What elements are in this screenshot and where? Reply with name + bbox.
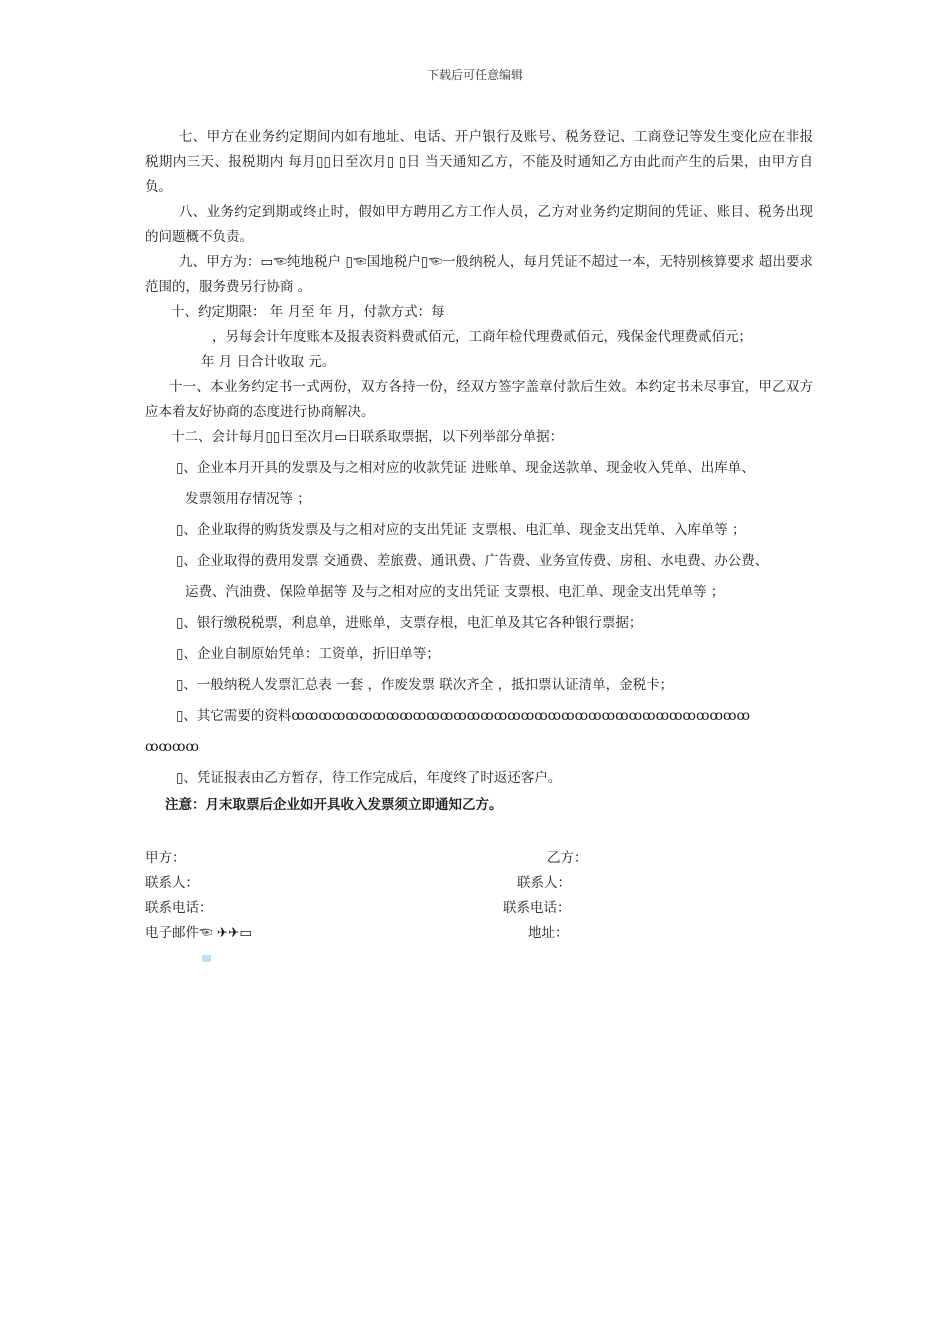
contact-a-label: 联系人： — [145, 875, 199, 891]
list-item-1-cont: 发票领用存情况等 ； — [185, 491, 311, 507]
signature-row-phone — [145, 896, 813, 921]
phone-a-label: 联系电话： — [145, 900, 213, 916]
clause-10-fees: ，另每会计年度账本及报表资料费贰佰元，工商年检代理费贰佰元，残保金代理费贰佰元； — [212, 329, 752, 345]
clause-9: 九、甲方为：▭☜纯地税户 ▯☜国地税户▯☜一般纳税人，每月凭证不超过一本，无特别核算要求 超出要求范围的，服务费另行协商 。 — [145, 254, 813, 295]
list-item-4: ▯、银行缴税税票，利息单，进账单，支票存根，电汇单及其它各种银行票据； — [176, 615, 643, 631]
list-item-2: ▯、企业取得的购货发票及与之相对应的支出凭证 支票根、电汇单、现金支出凭单、入库单等 ； — [176, 522, 746, 538]
address-b-label: 地址： — [528, 925, 569, 941]
clause-11: 十一、本业务约定书一式两份，双方各持一份，经双方签字盖章付款后生效。本约定书未尽事宜，甲乙双方应本着友好协商的态度进行协商解决。 — [145, 379, 813, 420]
party-a-label: 甲方： — [145, 850, 186, 866]
list-item-1: ▯、企业本月开具的发票及与之相对应的收款凭证 进账单、现金送款单、现金收入凭单、出库单、 — [176, 460, 755, 476]
list-item-3-cont: 运费、汽油费、保险单据等 及与之相对应的支出凭证 支票根、电汇单、现金支出凭单等 ； — [185, 584, 725, 600]
email-a-label: 电子邮件☜ ✈✈▭ — [145, 925, 253, 941]
page-header: 下载后可任意编辑 — [426, 68, 523, 82]
notice: 注意：月末取票后企业如开具收入发票须立即通知乙方。 — [165, 797, 503, 813]
clause-10-total: 年 月 日合计收取 元。 — [201, 354, 336, 370]
clause-7: 七、甲方在业务约定期间内如有地址、电话、开户银行及账号、税务登记、工商登记等发生变化应在非报税期内三天、报税期内 每月▯▯日至次月▯ ▯日 当天通知乙方，不能及时通知乙方由此而产生的后果，由甲方自负。 — [145, 129, 813, 195]
signature-row-email — [145, 921, 813, 946]
document-body — [145, 125, 813, 818]
list-item-7: ▯、其它需要的资料ꝏꝏꝏꝏꝏꝏꝏꝏꝏꝏꝏꝏꝏꝏꝏꝏꝏꝏꝏꝏꝏꝏꝏꝏꝏꝏꝏꝏꝏꝏꝏꝏꝏꝏ — [176, 708, 750, 724]
highlight-mark — [202, 955, 211, 962]
list-item-3: ▯、企业取得的费用发票 交通费、差旅费、通讯费、广告费、业务宣传费、房租、水电费、办公费、 — [176, 553, 769, 569]
list-item-6: ▯、一般纳税人发票汇总表 一套 ，作废发票 联次齐全 ，抵扣票认证清单，金税卡； — [176, 677, 674, 693]
signature-row-party — [145, 846, 813, 871]
list-item-7-cont: ꝏꝏꝏꝏ — [145, 739, 199, 755]
party-b-label: 乙方： — [547, 850, 588, 866]
clause-10-term: 十、约定期限： 年 月至 年 月，付款方式：每 — [171, 304, 445, 320]
clause-12: 十二、会计每月▯▯日至次月▭日联系取票据，以下列举部分单据： — [171, 429, 564, 445]
phone-b-label: 联系电话： — [503, 900, 571, 916]
list-item-8: ▯、凭证报表由乙方暂存，待工作完成后，年度终了时返还客户。 — [176, 770, 562, 786]
list-item-5: ▯、企业自制原始凭单：工资单，折旧单等； — [176, 646, 440, 662]
clause-8: 八、业务约定到期或终止时，假如甲方聘用乙方工作人员，乙方对业务约定期间的凭证、账目、税务出现的问题概不负责。 — [145, 204, 813, 245]
contact-b-label: 联系人： — [517, 875, 571, 891]
signature-row-contact — [145, 871, 813, 896]
